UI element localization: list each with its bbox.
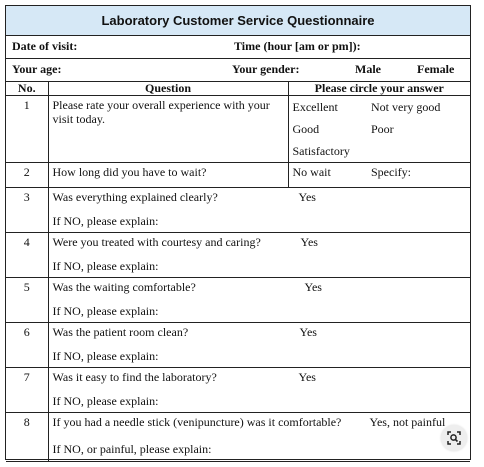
question-cell	[48, 323, 470, 368]
form-title: Laboratory Customer Service Questionnaire	[6, 6, 470, 36]
rating-options-left	[288, 96, 367, 163]
visit-info-row	[6, 36, 470, 59]
question-text: Were you treated with courtesy and caring?	[52, 235, 261, 249]
col-no: No.	[6, 82, 48, 96]
age-label: Your age:	[12, 62, 62, 76]
column-headers	[6, 82, 470, 96]
table-row	[6, 413, 470, 462]
option-specify[interactable]: Specify:	[367, 163, 470, 188]
rating-options-right	[367, 96, 470, 163]
lens-search-icon[interactable]	[441, 425, 467, 451]
option-not-very-good[interactable]: Not very good	[371, 100, 441, 114]
table-row	[6, 368, 470, 413]
followup-text: If NO, please explain:	[52, 214, 159, 228]
question-text: Please rate your overall experience with your visit today.	[48, 96, 288, 163]
demographics-row	[6, 59, 470, 81]
answer-yes-not-painful[interactable]: Yes, not painful	[369, 415, 446, 429]
option-good[interactable]: Good	[292, 122, 320, 136]
followup-text: If NO, please explain:	[52, 349, 159, 363]
row-number: 2	[6, 163, 48, 188]
table-row	[6, 96, 470, 163]
col-question: Question	[48, 82, 288, 96]
question-cell	[48, 368, 470, 413]
question-text: How long did you have to wait?	[48, 163, 288, 188]
question-cell	[48, 233, 470, 278]
table-row	[6, 278, 470, 323]
question-cell	[48, 188, 470, 233]
table-row	[6, 323, 470, 368]
row-number: 5	[6, 278, 48, 323]
row-number: 6	[6, 323, 48, 368]
questionnaire-form	[5, 5, 471, 460]
followup-text: If NO, please explain:	[52, 259, 159, 273]
row-number: 1	[6, 96, 48, 163]
date-of-visit-label: Date of visit:	[12, 39, 78, 53]
followup-text: If NO, please explain:	[52, 394, 159, 408]
question-text: Was the waiting comfortable?	[52, 280, 196, 294]
answer-yes[interactable]: Yes	[299, 325, 317, 339]
table-row	[6, 163, 470, 188]
answer-yes[interactable]: Yes	[304, 280, 322, 294]
gender-label: Your gender:	[232, 62, 300, 76]
gender-female: Female	[417, 62, 455, 76]
question-text: If you had a needle stick (venipuncture) was it comfortable?	[52, 415, 342, 429]
answer-yes[interactable]: Yes	[298, 370, 316, 384]
answer-yes[interactable]: Yes	[300, 235, 318, 249]
question-text: Was everything explained clearly?	[52, 190, 218, 204]
table-row	[6, 188, 470, 233]
col-answer: Please circle your answer	[288, 82, 470, 96]
row-number: 8	[6, 413, 48, 462]
followup-text: If NO, or painful, please explain:	[52, 442, 212, 456]
option-satisfactory[interactable]: Satisfactory	[292, 144, 350, 158]
gender-male: Male	[355, 62, 381, 76]
answer-yes[interactable]: Yes	[298, 190, 316, 204]
option-no-wait[interactable]: No wait	[288, 163, 367, 188]
lens-search-icon-glyph	[446, 430, 462, 446]
followup-text: If NO, please explain:	[52, 304, 159, 318]
row-number: 4	[6, 233, 48, 278]
table-row	[6, 233, 470, 278]
row-number: 7	[6, 368, 48, 413]
question-text: Was the patient room clean?	[52, 325, 189, 339]
row-number: 3	[6, 188, 48, 233]
option-poor[interactable]: Poor	[371, 122, 394, 136]
question-text: Was it easy to find the laboratory?	[52, 370, 217, 384]
question-cell	[48, 413, 470, 462]
option-excellent[interactable]: Excellent	[292, 100, 338, 114]
time-label: Time (hour [am or pm]):	[234, 39, 361, 53]
question-cell	[48, 278, 470, 323]
questions-table	[6, 81, 470, 462]
